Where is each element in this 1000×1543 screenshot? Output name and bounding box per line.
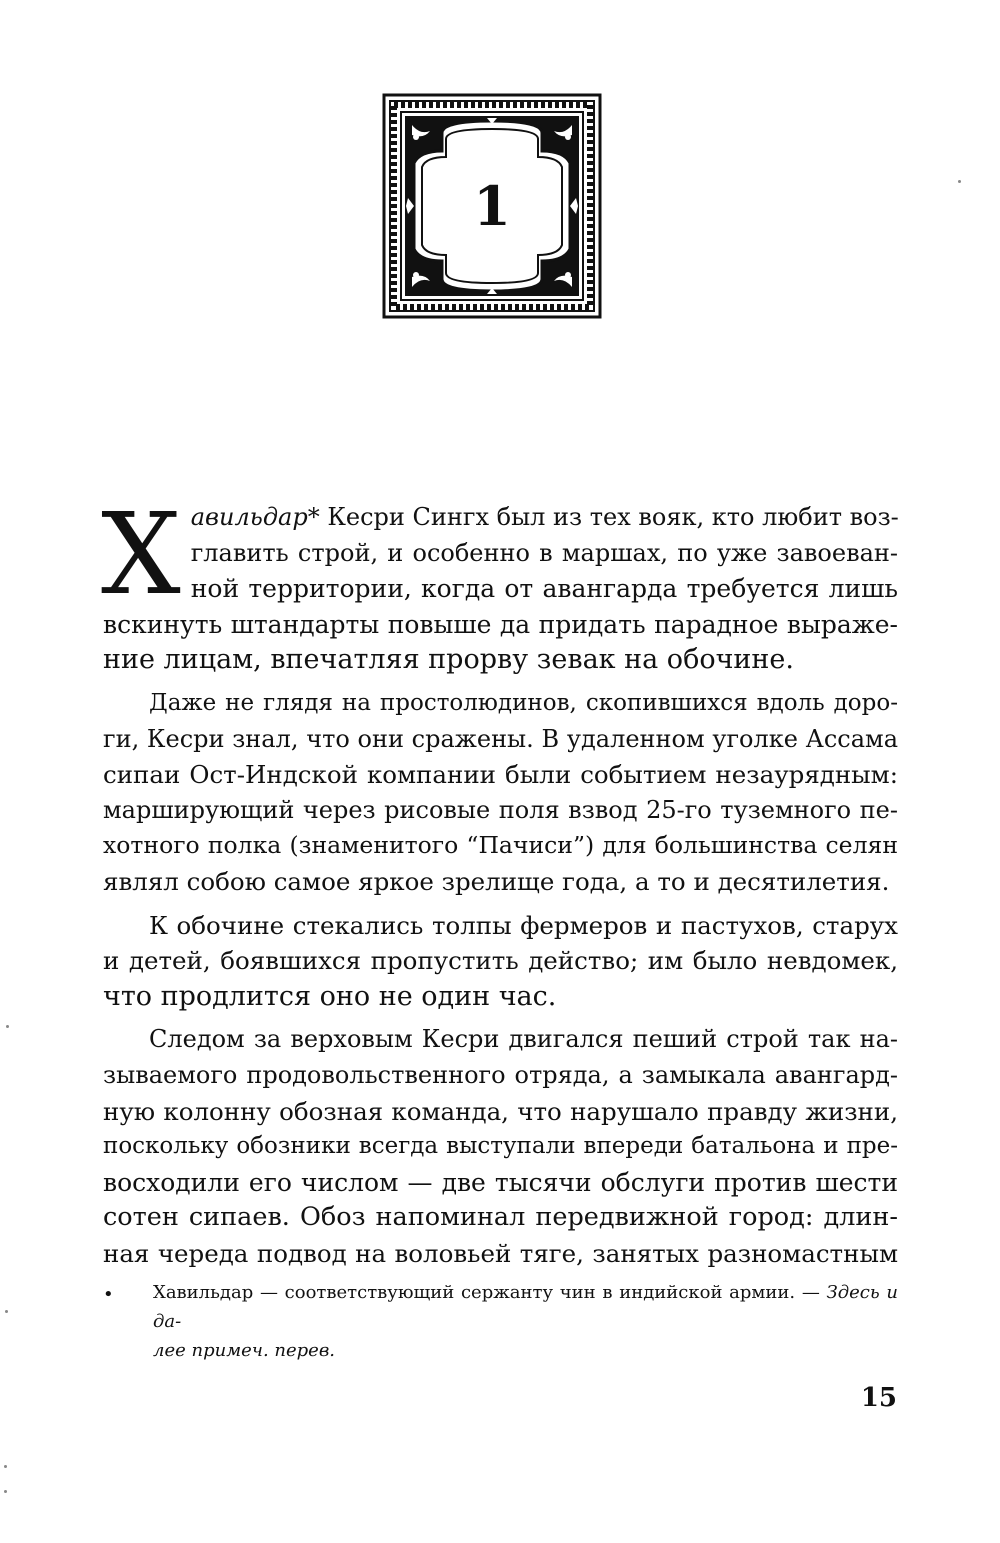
scan-speck (5, 1310, 8, 1313)
text-line: сотен сипаев. Обоз напоминал передвижной город: длин- (103, 1202, 898, 1233)
paragraph-4 (103, 1022, 898, 1271)
text-line: Даже не глядя на простолюдинов, скопившихся вдоль доро- (149, 689, 898, 716)
scan-speck (6, 1025, 9, 1028)
drop-cap: Х (101, 490, 181, 620)
text-line: ная череда подвод на воловьей тяге, занятых разномастным (103, 1238, 898, 1268)
text-line: ние лицам, впечатляя прорву зевак на обочине. (103, 644, 794, 676)
paragraph-1 (101, 490, 899, 678)
text-line: и детей, боявшихся пропустить действо; им было невдомек, (103, 946, 898, 976)
footnote (103, 1278, 898, 1365)
scan-speck (958, 180, 961, 183)
paragraph-2 (103, 686, 898, 900)
chapter-ornament-frame (382, 93, 602, 319)
text-line: К обочине стекались толпы фермеров и пастухов, старух (149, 910, 898, 940)
page-number: 15 (860, 1383, 897, 1413)
footnote-note-italic-2: лее примеч. перев. (153, 1340, 336, 1361)
text-line: Кесри Сингх был из тех вояк, кто любит воз- (319, 503, 899, 531)
text-line: восходили его числом — две тысячи обслуги против шести (103, 1167, 898, 1197)
text-line: ной территории, когда от авангарда требуется лишь (190, 574, 898, 604)
text-line: являл собою самое яркое зрелище года, а то и десятилетия. (103, 866, 890, 896)
italic-term: авильдар* (190, 503, 320, 531)
footnote-bullet: • (103, 1284, 114, 1305)
text-line: сипаи Ост-Индской компании были событием незаурядным: (103, 760, 898, 790)
chapter-number: 1 (473, 174, 511, 238)
footnote-text: Хавильдар — соответствующий сержанту чин в индийской армии. — (153, 1282, 827, 1303)
text-line: вскинуть штандарты повыше да придать парадное выраже- (103, 609, 898, 639)
text-line: хотного полка (знаменитого “Пачиси”) для большинства селян (103, 831, 898, 860)
text-line: ную колонну обозная команда, что нарушало правду жизни, (103, 1096, 898, 1126)
scan-speck (4, 1490, 7, 1493)
chapter-body (101, 490, 899, 1271)
text-line: главить строй, и особенно в маршах, по уже завоеван- (190, 538, 898, 567)
text-line: ги, Кесри знал, что они сражены. В удаленном уголке Ассама (103, 724, 898, 753)
text-line: поскольку обозники всегда выступали впереди батальона и пре- (103, 1133, 898, 1160)
text-line: что продлится оно не один час. (103, 980, 557, 1012)
paragraph-3 (103, 908, 898, 1015)
text-line: зываемого продовольственного отряда, а замыкала авангард- (103, 1060, 898, 1089)
text-line: Следом за верховым Кесри двигался пеший строй так на- (149, 1025, 898, 1054)
footnote-note-italic: Здесь и да- (153, 1282, 898, 1332)
text-line: марширующий через рисовые поля взвод 25-го туземного пе- (103, 795, 898, 824)
scan-speck (4, 1465, 7, 1468)
